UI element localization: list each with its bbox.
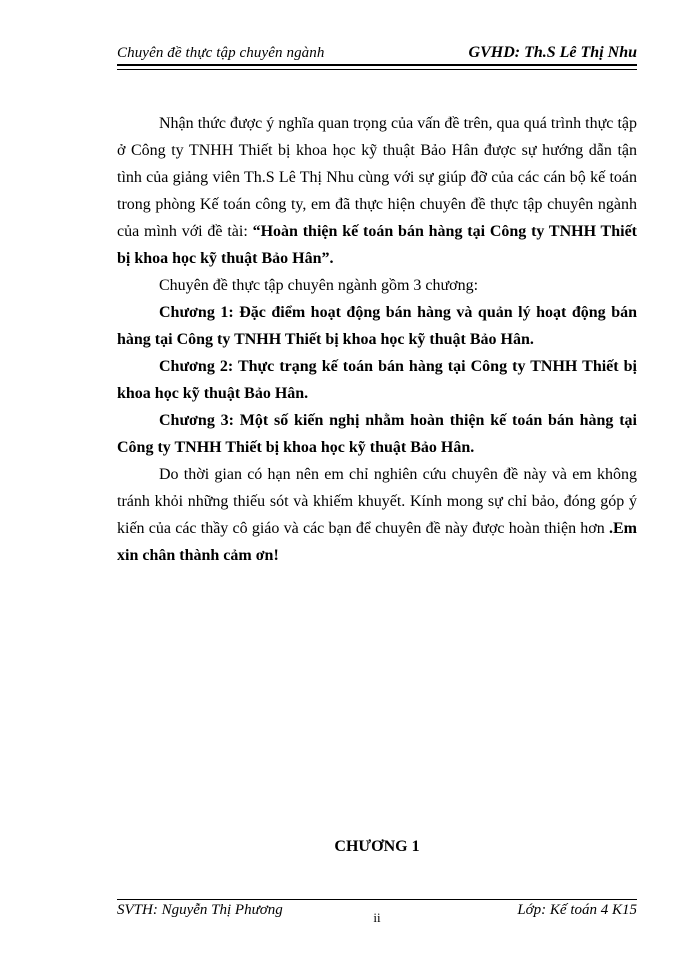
paragraph-closing-text: Do thời gian có hạn nên em chỉ nghiên cứu chuyên đề này và em không tránh khỏi những thiếu sót và khiếm khuyết. Kính mong sự chỉ bảo, đóng góp ý kiến của các thầy cô giáo và các bạn để chuyên đề này được hoàn thiện hơn <box>117 466 637 537</box>
footer-student: SVTH: Nguyễn Thị Phương <box>117 902 283 918</box>
footer-rule <box>117 899 637 901</box>
paragraph-structure: Chuyên đề thực tập chuyên ngành gồm 3 chương: <box>159 277 479 294</box>
thanks-line: .Em xin chân thành cảm ơn! <box>117 520 637 564</box>
paragraph-intro <box>117 110 637 272</box>
chapter-3-summary: Chương 3: Một số kiến nghị nhằm hoàn thiện kế toán bán hàng tại Công ty TNHH Thiết bị khoa học kỹ thuật Bảo Hân. <box>117 412 637 456</box>
page-footer <box>117 902 637 925</box>
header-supervisor: GVHD: Th.S Lê Thị Nhu <box>468 44 637 61</box>
page-number: ii <box>373 910 381 925</box>
paragraph-closing <box>117 461 637 569</box>
chapter-heading: CHƯƠNG 1 <box>334 838 420 855</box>
document-body <box>117 110 637 569</box>
header-rule <box>117 64 637 70</box>
chapter-1-summary: Chương 1: Đặc điểm hoạt động bán hàng và quản lý hoạt động bán hàng tại Công ty TNHH Thiết bị khoa học kỹ thuật Bảo Hân. <box>117 304 637 348</box>
header-document-title: Chuyên đề thực tập chuyên ngành <box>117 45 325 61</box>
page-header <box>117 38 637 62</box>
paragraph-intro-text: Nhận thức được ý nghĩa quan trọng của vấn đề trên, qua quá trình thực tập ở Công ty TNHH Thiết bị khoa học kỹ thuật Bảo Hân được sự hướng dẫn tận tình của giảng viên Th.S Lê Thị Nhu cùng với sự giúp đỡ của các cán bộ kế toán trong phòng Kế toán công ty, em đã thực hiện chuyên đề thực tập chuyên ngành của mình với đề tài: <box>117 115 637 240</box>
chapter-2-summary: Chương 2: Thực trạng kế toán bán hàng tại Công ty TNHH Thiết bị khoa học kỹ thuật Bảo Hân. <box>117 358 637 402</box>
footer-class: Lớp: Kế toán 4 K15 <box>517 902 637 918</box>
thesis-title: “Hoàn thiện kế toán bán hàng tại Công ty TNHH Thiết bị khoa học kỹ thuật Bảo Hân”. <box>117 223 638 267</box>
